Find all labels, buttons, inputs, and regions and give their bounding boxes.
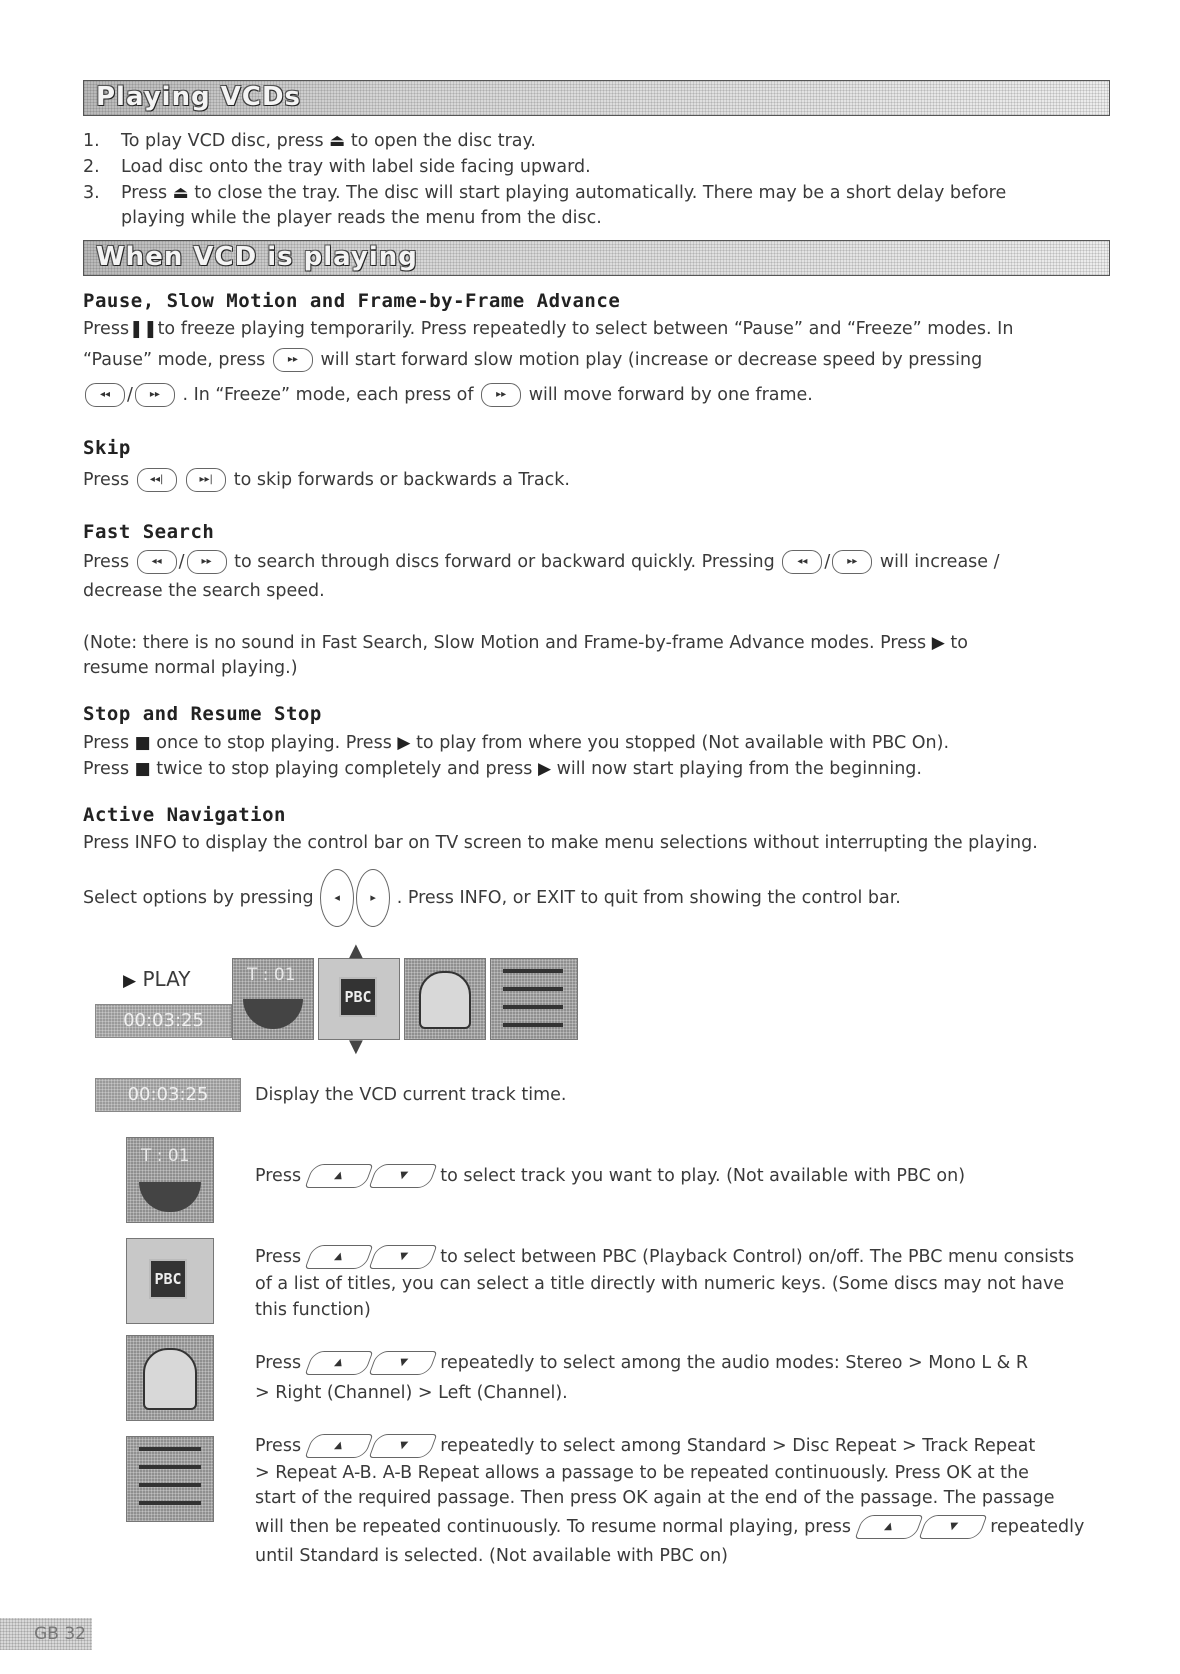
fast-note-line-1: (Note: there is no sound in Fast Search, Slow Motion and Frame-by-frame Advance modes. Press ▶ to: [83, 633, 968, 653]
up-arrow-icon: ▲: [349, 940, 363, 961]
heading-stop: Stop and Resume Stop: [83, 703, 322, 725]
item-audio-line-2: > Right (Channel) > Left (Channel).: [255, 1383, 568, 1403]
left-arrow-button-icon: ◂: [320, 869, 354, 927]
stop-line-1: Press ■ once to stop playing. Press ▶ to play from where you stopped (Not available with PBC On).: [83, 733, 950, 753]
item-pbc-tile: [126, 1238, 214, 1324]
pause-line-3: ◂◂ / ▸▸ . In “Freeze” mode, each press of ▸▸ will move forward by one frame.: [83, 382, 813, 408]
rewind-button-icon: ◂◂: [85, 383, 125, 407]
step-number: 1.: [83, 131, 100, 151]
item-repeat-tile: [126, 1436, 214, 1522]
previous-track-button-icon: ◂◂|: [137, 468, 177, 492]
disc-icon: [243, 999, 303, 1029]
audio-person-icon: [419, 971, 471, 1029]
stop-icon: ■: [134, 733, 151, 753]
section-band-when-vcd-playing: [83, 240, 1110, 276]
audio-person-icon: [143, 1348, 197, 1410]
play-icon: ▶: [537, 759, 552, 779]
fast-forward-button-icon: ▸▸: [832, 550, 872, 574]
nav-line-1: Press INFO to display the control bar on TV screen to make menu selections without interrupting the playing.: [83, 833, 1038, 853]
up-button-icon: ▲: [304, 1434, 373, 1458]
section-title-playing-vcds: Playing VCDs: [96, 82, 302, 112]
fast-line-1: Press ◂◂ / ▸▸ to search through discs forward or backward quickly. Pressing ◂◂ / ▸▸ will increase /: [83, 552, 1000, 572]
step-number: 2.: [83, 157, 100, 177]
control-bar-audio-tile: [404, 958, 486, 1040]
step-number: 3.: [83, 183, 100, 203]
play-icon: ▶: [123, 971, 137, 991]
repeat-icon: [139, 1447, 201, 1509]
item-track-text: Press ▲ ▼ to select track you want to play. (Not available with PBC on): [255, 1166, 966, 1186]
item-audio-tile: [126, 1335, 214, 1421]
control-bar-time: 00:03:25: [95, 1004, 232, 1038]
up-button-icon: ▲: [304, 1245, 373, 1269]
skip-line: Press ◂◂| ▸▸| to skip forwards or backwards a Track.: [83, 470, 570, 490]
right-arrow-button-icon: ▸: [356, 869, 390, 927]
control-bar-play-label: PLAY: [142, 967, 191, 991]
item-time-badge: 00:03:25: [95, 1078, 241, 1112]
heading-fast-search: Fast Search: [83, 521, 215, 543]
step-1: 1. To play VCD disc, press ⏏ to open the disc tray.: [83, 128, 536, 154]
item-repeat-line-2: > Repeat A-B. A-B Repeat allows a passage to be repeated continuously. Press OK at the: [255, 1463, 1029, 1483]
fast-forward-button-icon: ▸▸: [187, 550, 227, 574]
step-3-continued: playing while the player reads the menu from the disc.: [121, 208, 602, 228]
up-button-icon: ▲: [304, 1164, 373, 1188]
control-bar-repeat-tile: [490, 958, 578, 1040]
pause-icon: ❚❚: [129, 319, 158, 339]
rewind-button-icon: ◂◂: [137, 550, 177, 574]
fast-line-2: decrease the search speed.: [83, 581, 325, 601]
control-bar-track-tile: T : 01: [232, 958, 314, 1040]
item-time-text: Display the VCD current track time.: [255, 1085, 567, 1105]
eject-icon: ⏏: [172, 183, 189, 203]
down-button-icon: ▼: [368, 1164, 437, 1188]
rewind-button-icon: ◂◂: [782, 550, 822, 574]
eject-icon: ⏏: [329, 131, 346, 151]
stop-icon: ■: [134, 759, 151, 779]
heading-pause: Pause, Slow Motion and Frame-by-Frame Advance: [83, 290, 621, 312]
item-repeat-line-3: start of the required passage. Then press OK again at the end of the passage. The passage: [255, 1488, 1055, 1508]
down-arrow-icon: ▼: [349, 1036, 363, 1057]
up-button-icon: ▲: [854, 1515, 923, 1539]
item-pbc-line-3: this function): [255, 1300, 371, 1320]
play-icon: ▶: [931, 633, 945, 653]
item-pbc-line-2: of a list of titles, you can select a title directly with numeric keys. (Some discs may not have: [255, 1274, 1065, 1294]
item-repeat-line-5: until Standard is selected. (Not available with PBC on): [255, 1546, 728, 1566]
item-audio-line-1: Press ▲ ▼ repeatedly to select among the audio modes: Stereo > Mono L & R: [255, 1353, 1029, 1373]
down-button-icon: ▼: [368, 1434, 437, 1458]
fast-note-line-2: resume normal playing.): [83, 658, 298, 678]
repeat-icon: [503, 969, 563, 1027]
pause-line-2: “Pause” mode, press ▸▸ will start forward slow motion play (increase or decrease speed by pressing: [83, 350, 983, 370]
stop-line-2: Press ■ twice to stop playing completely and press ▶ will now start playing from the beginning.: [83, 759, 922, 779]
heading-skip: Skip: [83, 437, 131, 459]
step-2: 2. Load disc onto the tray with label side facing upward.: [83, 154, 591, 180]
heading-active-navigation: Active Navigation: [83, 804, 286, 826]
up-button-icon: ▲: [304, 1351, 373, 1375]
slow-forward-button-icon: ▸▸: [481, 383, 521, 407]
down-button-icon: ▼: [368, 1245, 437, 1269]
item-repeat-line-4: will then be repeated continuously. To resume normal playing, press ▲ ▼ repeatedly: [255, 1517, 1085, 1537]
page-number: GB 32: [0, 1618, 92, 1650]
item-pbc-line-1: Press ▲ ▼ to select between PBC (Playback Control) on/off. The PBC menu consists: [255, 1247, 1075, 1267]
disc-icon: [139, 1182, 201, 1212]
slow-forward-button-icon: ▸▸: [273, 348, 313, 372]
pause-line-1: Press❚❚to freeze playing temporarily. Press repeatedly to select between “Pause” and “Freeze” modes. In: [83, 319, 1014, 339]
item-track-tile: T : 01: [126, 1137, 214, 1223]
play-icon: ▶: [397, 733, 411, 753]
down-button-icon: ▼: [368, 1351, 437, 1375]
section-band-playing-vcds: [83, 80, 1110, 116]
section-title-when-vcd-playing: When VCD is playing: [96, 242, 418, 272]
pbc-icon: PBC: [149, 1259, 187, 1299]
down-button-icon: ▼: [918, 1515, 987, 1539]
nav-line-2: Select options by pressing ◂ ▸ . Press INFO, or EXIT to quit from showing the control bar.: [83, 866, 901, 930]
pbc-icon: PBC: [339, 977, 377, 1017]
item-repeat-line-1: Press ▲ ▼ repeatedly to select among Standard > Disc Repeat > Track Repeat: [255, 1436, 1036, 1456]
control-bar-pbc-tile: [318, 958, 400, 1040]
next-track-button-icon: ▸▸|: [186, 468, 226, 492]
step-3: 3. Press ⏏ to close the tray. The disc will start playing automatically. There may be a short delay before: [83, 180, 1006, 206]
fast-forward-button-icon: ▸▸: [135, 383, 175, 407]
